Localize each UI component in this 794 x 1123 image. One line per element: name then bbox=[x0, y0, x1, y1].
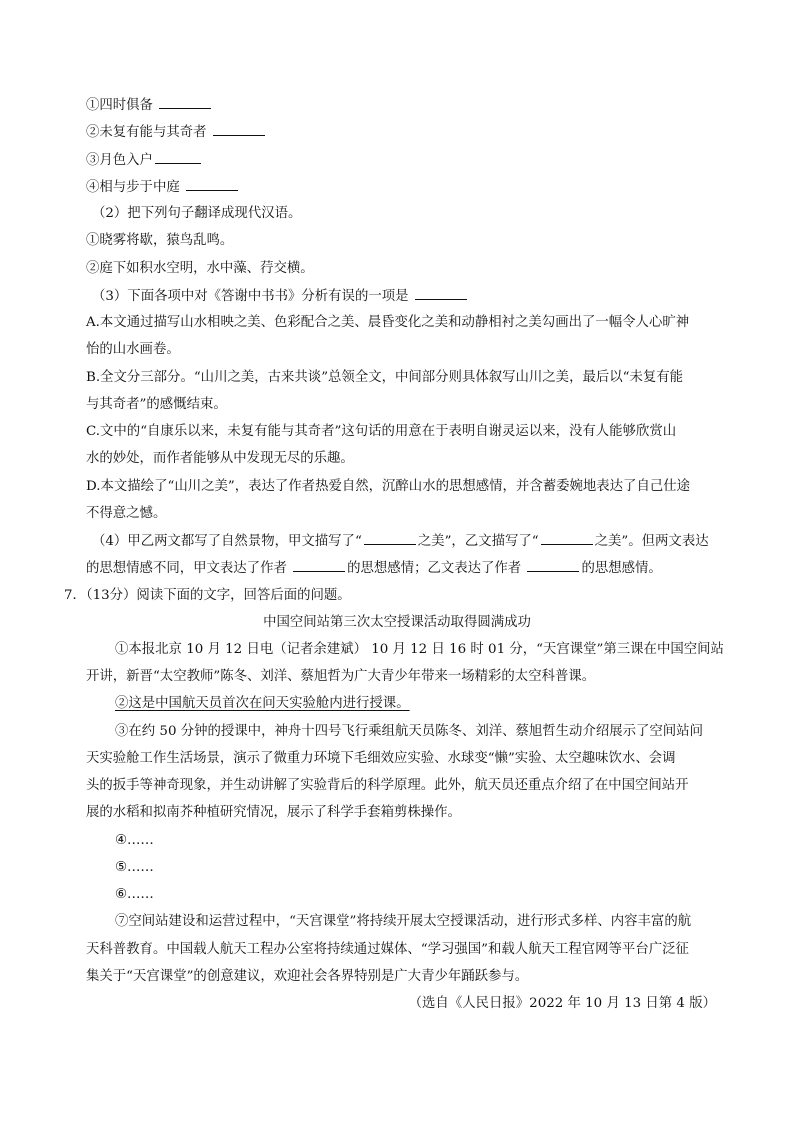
q1-item-1: ①四时俱备 bbox=[86, 96, 726, 115]
q1-item-2: ②未复有能与其奇者 bbox=[86, 123, 726, 142]
q7-prompt: 7．（13分）阅读下面的文字，回答后面的问题。 bbox=[64, 588, 351, 603]
article-p1-line-2: 开讲，新晋“太空教师”陈冬、刘洋、蔡旭哲为广大青少年带来一场精彩的太空科普课。 bbox=[86, 669, 596, 684]
answer-blank[interactable] bbox=[155, 151, 201, 164]
option-d-line-2: 不得意之憾。 bbox=[86, 506, 167, 521]
q3-title: （3）下面各项中对《答谢中书书》分析有误的一项是 bbox=[92, 287, 732, 306]
article-p4: ④…… bbox=[115, 833, 154, 848]
underlined-sentence: 这是中国航天员首次在问天实验舱内进行授课。 bbox=[128, 696, 410, 711]
answer-blank[interactable] bbox=[186, 178, 238, 191]
article-p2: ②这是中国航天员首次在问天实验舱内进行授课。 bbox=[115, 696, 410, 711]
q4-line-2: 的思想情感不同，甲文表达了作者 的思想感情；乙文表达了作者 的思想感情。 bbox=[86, 561, 662, 576]
q4-line-1: （4）甲乙两文都写了自然景物，甲文描写了“ 之美”，乙文描写了“ 之美”。但两文表达 bbox=[92, 534, 709, 549]
article-p3-line-4: 展的水稻和拟南芥种植研究情况，展示了科学手套箱剪株操作。 bbox=[86, 805, 461, 820]
q2-sentence-2: ②庭下如积水空明，水中藻、荇交横。 bbox=[86, 261, 314, 276]
answer-blank[interactable] bbox=[541, 532, 593, 545]
article-p1-line-1: ①本报北京 10 月 12 日电（记者余建斌） 10 月 12 日 16 时 01 分，“天宫课堂”第三课在中国空间站 bbox=[115, 642, 724, 657]
option-c-line-1: C.文中的“自康乐以来，未复有能与其奇者”这句话的用意在于表明自谢灵运以来，没有人能够欣赏山 bbox=[86, 424, 677, 439]
article-p3-line-3: 头的扳手等神奇现象，并生动讲解了实验背后的科学原理。此外，航天员还重点介绍了在中国空间站开 bbox=[86, 778, 689, 793]
answer-blank[interactable] bbox=[527, 559, 579, 572]
article-p3-line-2: 天实验舱工作生活场景，演示了微重力环境下毛细效应实验、水球变“懒”实验、太空趣味饮水、会调 bbox=[86, 751, 676, 766]
answer-blank[interactable] bbox=[293, 559, 345, 572]
article-p7-line-2: 天科普教育。中国载人航天工程办公室将持续通过媒体、“学习强国”和载人航天工程官网等平台广泛征 bbox=[86, 942, 689, 957]
answer-blank[interactable] bbox=[213, 123, 265, 136]
option-a-line-1: A.本文通过描写山水相映之美、色彩配合之美、晨昏变化之美和动静相衬之美勾画出了一幅令人心旷神 bbox=[86, 315, 690, 330]
article-p5: ⑤…… bbox=[115, 860, 154, 875]
option-d-line-1: D.本文描绘了“山川之美”，表达了作者热爱自然，沉醉山水的思想感情，并含蓄委婉地表达了自己仕途 bbox=[86, 479, 690, 494]
article-title: 中国空间站第三次太空授课活动取得圆满成功 bbox=[263, 615, 531, 630]
answer-blank[interactable] bbox=[364, 532, 416, 545]
q2-sentence-1: ①晓雾将歇，猿鸟乱鸣。 bbox=[86, 233, 234, 248]
option-a-line-2: 怡的山水画卷。 bbox=[86, 342, 180, 357]
article-p7-line-1: ⑦空间站建设和运营过程中，“天宫课堂”将持续开展太空授课活动，进行形式多样、内容丰富的航 bbox=[115, 914, 692, 929]
option-b-line-1: B.全文分三部分。“山川之美，古来共谈”总领全文，中间部分则具体叙写山川之美，最后以“未复有能 bbox=[86, 370, 684, 385]
article-source: （选自《人民日报》2022 年 10 月 13 日第 4 版） bbox=[408, 996, 716, 1011]
article-p6: ⑥…… bbox=[115, 887, 154, 902]
option-c-line-2: 水的妙处，而作者能够从中发现无尽的乐趣。 bbox=[86, 451, 354, 466]
answer-blank[interactable] bbox=[159, 96, 211, 109]
article-p7-line-3: 集关于“天宫课堂”的创意建议，欢迎社会各界特别是广大青少年踊跃参与。 bbox=[86, 969, 529, 984]
q1-item-4: ④相与步于中庭 bbox=[86, 178, 726, 197]
answer-blank[interactable] bbox=[415, 287, 467, 300]
option-b-line-2: 与其奇者”的感慨结束。 bbox=[86, 397, 227, 412]
q1-item-3: ③月色入户 bbox=[86, 151, 726, 170]
q2-title: （2）把下列句子翻译成现代汉语。 bbox=[92, 206, 302, 221]
article-p3-line-1: ③在约 50 分钟的授课中，神舟十四号飞行乘组航天员陈冬、刘洋、蔡旭哲生动介绍展示了空间站问 bbox=[115, 724, 703, 739]
